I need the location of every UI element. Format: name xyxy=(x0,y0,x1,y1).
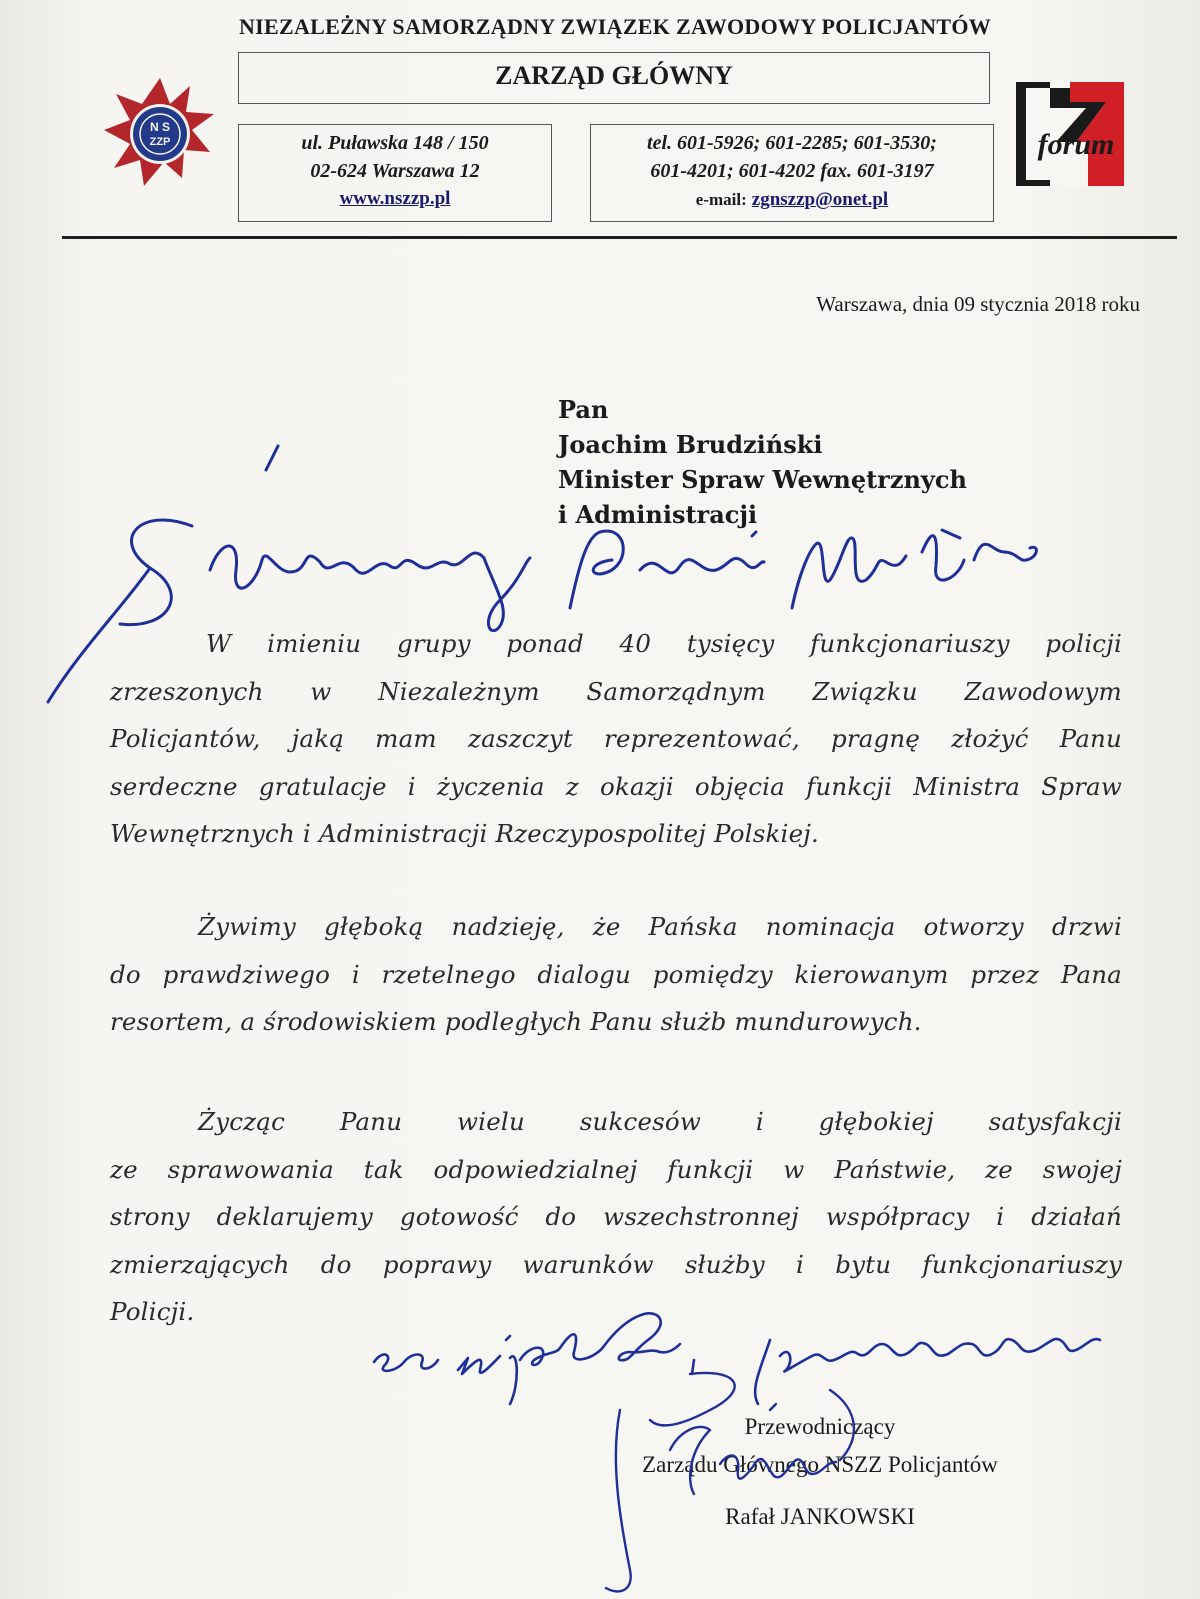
forum-logo-icon xyxy=(1016,82,1124,186)
board-title: ZARZĄD GŁÓWNY xyxy=(495,61,733,90)
paragraph-3-line: strony deklarujemy gotowość do wszechstronnej współpracy i działań xyxy=(110,1202,1122,1231)
email-line xyxy=(591,187,993,212)
signoff-title-1: Przewodniczący xyxy=(744,1414,896,1439)
signature-icon xyxy=(560,1370,880,1599)
paragraph-3-line: ze sprawowania tak odpowiedzialnej funkcji w Państwie, ze swojej xyxy=(110,1154,1122,1184)
svg-text:N S: N S xyxy=(149,120,171,134)
addressee-line-2: Joachim Brudziński xyxy=(558,430,823,459)
addressee-line-1: Pan xyxy=(558,395,609,424)
contact-box xyxy=(590,124,994,222)
paragraph-2 xyxy=(110,903,1122,1046)
paragraph-2-line: Żywimy głęboką nadzieję, że Pańska nominacja otworzy drzwi xyxy=(198,912,1122,941)
header-rule xyxy=(62,236,1177,239)
paragraph-1-line: W imieniu grupy ponad 40 tysięcy funkcjonariuszy policji xyxy=(206,629,1122,658)
addressee-line-3: Minister Spraw Wewnętrznych xyxy=(558,465,967,494)
paragraph-1-line: Policjantów, jaką mam zaszczyt reprezentować, pragnę złożyć Panu xyxy=(110,724,1122,753)
paragraph-1-line: Wewnętrznych i Administracji Rzeczypospolitej Polskiej. xyxy=(110,819,820,848)
email-label: e-mail: xyxy=(695,190,747,209)
svg-text:forum: forum xyxy=(1037,128,1115,161)
signoff-title-2: Zarządu Głównego NSZZ Policjantów xyxy=(642,1452,998,1477)
nszzp-emblem-icon xyxy=(102,76,218,192)
phone-line-1: tel. 601-5926; 601-2285; 601-3530; xyxy=(647,132,937,154)
paragraph-2-line: do prawdziwego i rzetelnego dialogu pomiędzy kierowanym przez Pana xyxy=(110,959,1122,989)
paragraph-1 xyxy=(110,620,1122,858)
email-link[interactable]: zgnszzp@onet.pl xyxy=(751,189,889,210)
organization-name: NIEZALEŻNY SAMORZĄDNY ZWIĄZEK ZAWODOWY POLICJANTÓW xyxy=(238,14,992,39)
paragraph-3-line: Życząc Panu wielu sukcesów i głębokiej satysfakcji xyxy=(198,1107,1122,1136)
date-line: Warszawa, dnia 09 stycznia 2018 roku xyxy=(816,292,1140,316)
website-link[interactable]: www.nszzp.pl xyxy=(339,188,451,209)
address-box xyxy=(238,124,552,222)
paragraph-1-line: zrzeszonych w Niezależnym Samorządnym Związku Zawodowym xyxy=(110,676,1122,706)
paragraph-3-line: zmierzających do poprawy warunków służby i bytu funkcjonariuszy xyxy=(110,1249,1122,1279)
signoff-name: Rafał JANKOWSKI xyxy=(725,1504,915,1529)
paragraph-3-line: Policji. xyxy=(110,1297,195,1326)
paragraph-1-line: serdeczne gratulacje i życzenia z okazji objęcia funkcji Ministra Spraw xyxy=(110,771,1122,801)
phone-line-2: 601-4201; 601-4202 fax. 601-3197 xyxy=(650,160,934,182)
addressee-line-4: i Administracji xyxy=(558,500,758,529)
board-box xyxy=(238,52,990,104)
svg-text:ZZP: ZZP xyxy=(149,136,171,148)
address-street: ul. Puławska 148 / 150 xyxy=(301,132,489,154)
address-city: 02-624 Warszawa 12 xyxy=(310,160,480,182)
paragraph-2-line: resortem, a środowiskiem podległych Panu służb mundurowych. xyxy=(110,1007,922,1036)
